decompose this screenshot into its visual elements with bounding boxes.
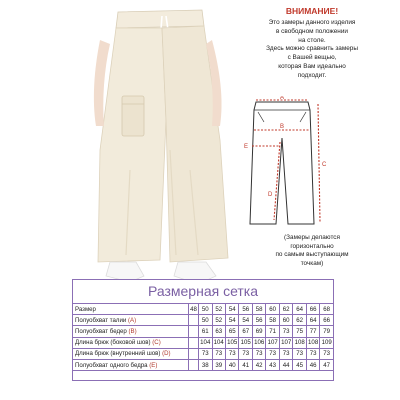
row-label — [73, 326, 189, 337]
size-cell: 64 — [293, 304, 306, 315]
row-tag: (C) — [152, 339, 161, 347]
notice-title: ВНИМАНИЕ! — [285, 6, 339, 16]
label-b: B — [280, 124, 285, 130]
size-cell: 68 — [320, 304, 334, 315]
table-cell: 66 — [320, 315, 334, 326]
table-cell: 73 — [239, 348, 252, 359]
table-cell: 52 — [212, 315, 225, 326]
table-cell: 73 — [199, 348, 212, 359]
table-cell: 64 — [306, 315, 319, 326]
size-cell: 66 — [306, 304, 319, 315]
table-cell: 73 — [225, 348, 238, 359]
table-cell — [189, 315, 199, 326]
table-cell: 40 — [225, 359, 238, 370]
table-cell: 73 — [306, 348, 319, 359]
table-cell: 65 — [225, 326, 238, 337]
notice-line: в свободном положении — [276, 27, 348, 35]
table-cell: 75 — [293, 326, 306, 337]
table-cell: 73 — [212, 348, 225, 359]
table-cell: 107 — [266, 337, 279, 348]
row-tag: (D) — [162, 350, 171, 358]
table-cell: 60 — [279, 315, 292, 326]
product-photo — [70, 0, 250, 290]
table-cell: 41 — [239, 359, 252, 370]
table-cell: 106 — [252, 337, 265, 348]
table-cell: 47 — [320, 359, 334, 370]
table-cell: 105 — [239, 337, 252, 348]
table-row — [73, 326, 334, 337]
table-cell: 62 — [293, 315, 306, 326]
row-label — [73, 359, 189, 370]
notice-line: на столе. — [298, 36, 326, 44]
notice-line: Это замеры данного изделия — [268, 19, 356, 26]
size-table — [72, 303, 334, 371]
table-cell: 105 — [225, 337, 238, 348]
row-label-text: Длина брюк (боковой шов) — [75, 339, 151, 347]
table-row — [73, 348, 334, 359]
measure-c-line — [318, 104, 320, 222]
table-cell: 77 — [306, 326, 319, 337]
measurement-note — [248, 234, 376, 268]
table-row — [73, 359, 334, 370]
measurement-diagram — [238, 96, 328, 228]
table-cell: 107 — [279, 337, 292, 348]
table-cell: 61 — [199, 326, 212, 337]
table-cell — [189, 348, 199, 359]
label-c: C — [322, 162, 327, 168]
label-e: E — [244, 144, 249, 150]
notice-line: которая Вам идеально — [278, 62, 346, 70]
table-cell: 73 — [320, 348, 334, 359]
table-cell: 108 — [306, 337, 319, 348]
notice-line: с Вашей вещью, — [287, 54, 337, 62]
row-tag: (E) — [149, 361, 158, 369]
size-cell: 54 — [225, 304, 238, 315]
table-cell: 54 — [225, 315, 238, 326]
table-cell: 46 — [306, 359, 319, 370]
row-label — [73, 337, 189, 348]
size-cell: 58 — [252, 304, 265, 315]
size-cell: 60 — [266, 304, 279, 315]
table-header-row — [73, 304, 334, 315]
notice-text — [248, 19, 376, 81]
note-line: по самым выступающим — [275, 251, 349, 259]
notice-line: подходит. — [297, 71, 327, 79]
table-cell: 69 — [252, 326, 265, 337]
header-label: Размер — [73, 304, 189, 315]
size-cell: 56 — [239, 304, 252, 315]
table-cell: 109 — [320, 337, 334, 348]
size-cell: 62 — [279, 304, 292, 315]
row-label-text: Длина брюк (внутренний шов) — [75, 350, 161, 358]
table-cell: 43 — [266, 359, 279, 370]
row-tag: (A) — [127, 316, 137, 324]
row-label-text: Полуобхват бедер — [75, 327, 127, 335]
table-row — [73, 315, 334, 326]
table-cell: 67 — [239, 326, 252, 337]
table-cell: 63 — [212, 326, 225, 337]
table-cell: 73 — [279, 348, 292, 359]
label-d: D — [268, 192, 273, 198]
table-cell: 50 — [199, 315, 212, 326]
table-cell: 108 — [293, 337, 306, 348]
row-tag: (B) — [128, 327, 137, 335]
table-cell — [189, 359, 199, 370]
table-cell: 104 — [199, 337, 212, 348]
label-a: A — [280, 96, 285, 101]
table-cell: 54 — [239, 315, 252, 326]
table-row — [73, 337, 334, 348]
table-cell — [189, 337, 199, 348]
row-label — [73, 315, 189, 326]
table-cell: 38 — [199, 359, 212, 370]
table-cell: 73 — [252, 348, 265, 359]
table-cell: 39 — [212, 359, 225, 370]
trousers-outline — [250, 102, 314, 224]
size-cell: 50 — [199, 304, 212, 315]
table-cell: 44 — [279, 359, 292, 370]
table-cell: 45 — [293, 359, 306, 370]
note-line: (Замеры делаются — [284, 234, 340, 241]
note-line: горизонтально — [290, 242, 334, 250]
row-label-text: Полуобхват одного бедра — [75, 361, 148, 369]
table-cell: 79 — [320, 326, 334, 337]
size-cell: 48 — [189, 304, 199, 315]
table-cell: 71 — [266, 326, 279, 337]
note-line: точкам) — [300, 259, 324, 267]
table-cell: 56 — [252, 315, 265, 326]
table-cell: 73 — [293, 348, 306, 359]
table-cell: 58 — [266, 315, 279, 326]
table-cell: 42 — [252, 359, 265, 370]
table-cell: 104 — [212, 337, 225, 348]
table-cell: 73 — [279, 326, 292, 337]
size-cell: 52 — [212, 304, 225, 315]
table-cell — [189, 326, 199, 337]
size-chart-title: Размерная сетка — [72, 279, 334, 304]
table-cell: 73 — [266, 348, 279, 359]
row-label — [73, 348, 189, 359]
row-label-text: Полуобхват талии — [75, 316, 127, 324]
notice-line: Здесь можно сравнить замеры — [266, 45, 358, 53]
notice-block — [248, 6, 376, 81]
